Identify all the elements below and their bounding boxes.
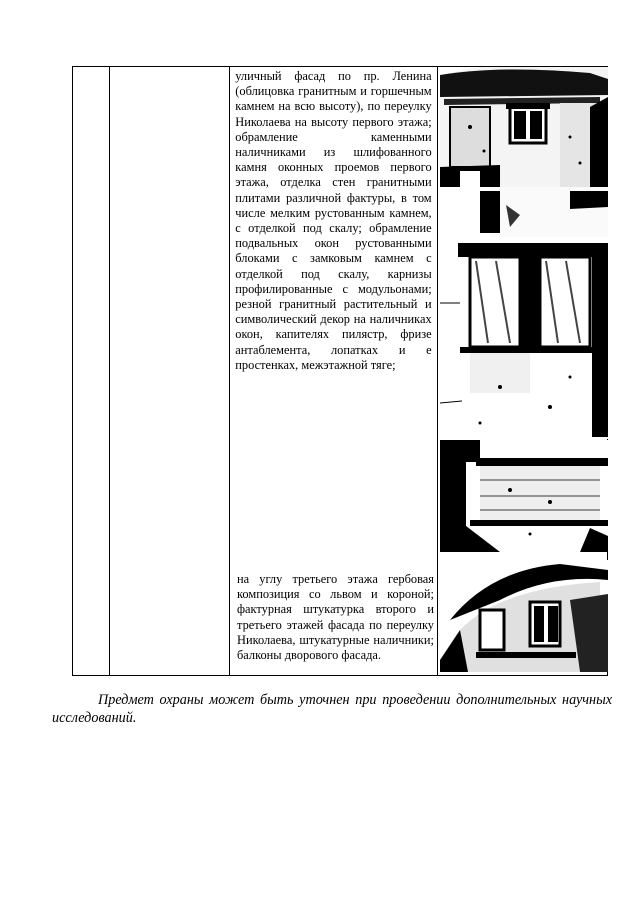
table-cell-number bbox=[73, 67, 110, 676]
photo-granite-base bbox=[440, 440, 608, 552]
description-upper-text: уличный фасад по пр. Ленина (облицовка гранитным и горшечным камнем на всю высоту), по переулку Николаева на высоту первого этажа; обрамление каменными наличниками из шлифованного камня оконных проемов первого этажа, отделка стен гранитными плитами различной фактуры, в том числе мелким рустованным камнем, с отделкой под скалу; обрамление подвальных окон рустованными блоками с замковым камнем с отделкой под скалу, карнизы профилированные с модульонами; резной гранитный растительный и символический декор на наличниках окон, капителях пилястр, фризе антаблемента, лопатках и е простенках, межэтажной тяге; bbox=[235, 69, 432, 372]
photo-corner-coat-of-arms bbox=[440, 560, 608, 672]
description-lower-text: на углу третьего этажа гербовая композиция со львом и короной; фактурная штукатурка второго и третьего этажей фасада по переулку Николаева, штукатурные наличники; балконы дворового фасада. bbox=[237, 572, 434, 663]
footnote-text: Предмет охраны может быть уточнен при проведении дополнительных научных исследований. bbox=[52, 692, 612, 726]
photo-rusticated-pilasters bbox=[440, 187, 608, 439]
photo-facade-corner bbox=[440, 67, 608, 187]
table-cell-name bbox=[110, 67, 230, 676]
